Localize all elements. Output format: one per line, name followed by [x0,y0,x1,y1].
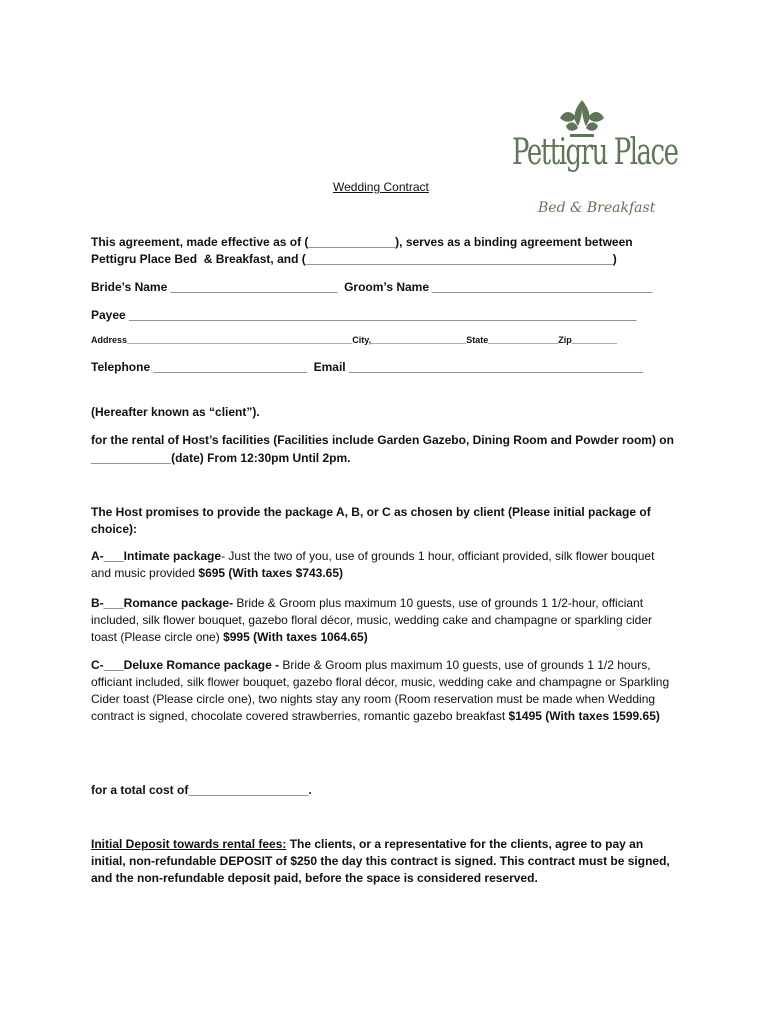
package-c-label: C-___Deluxe Romance package - [91,658,280,672]
intro-line-2: Pettigru Place Bed & Breakfast, and (______________________________________________) [91,252,617,266]
rental-line-2: ____________(date) From 12:30pm Until 2pm. [91,451,351,465]
deposit-paragraph [91,836,676,887]
deposit-heading: Initial Deposit towards rental fees: [91,837,287,851]
package-c [91,657,673,725]
pettigru-place-logo [508,96,678,222]
package-a-desc: - Just the two of you, use of grounds 1 hour, officiant provided, silk flower bouquet and music provided [91,549,655,580]
intro-line-1: This agreement, made effective as of (_____________), serves as a binding agreement between [91,235,633,249]
rental-line-1: for the rental of Host’s facilities (Facilities include Garden Gazebo, Dining Room and Powder room) on [91,433,674,447]
package-b-price: $995 (With taxes 1064.65) [223,630,368,644]
package-a-price: $695 (With taxes $743.65) [198,566,344,580]
address-field[interactable]: Address_____________________________________________City,___________________State______________Zip_________ [91,335,617,345]
hereafter-text: (Hereafter known as “client”). [91,405,260,419]
package-c-desc: Bride & Groom plus maximum 10 guests, use of grounds 1 1/2 hours, officiant included, silk flower bouquet, gazebo floral décor, music, wedding cake and champagne or Sparkling Cider toast (Please circle one), two nights stay any room (Room reservation must be made when Wedding contract is signed, chocolate covered strawberries, romantic gazebo breakfast [91,658,670,723]
payee-field[interactable]: Payee ____________________________________________________________________________ [91,308,637,322]
logo-name: Pettigru Place [512,132,678,173]
package-c-price: $1495 (With taxes 1599.65) [508,709,660,723]
host-promise-text: The Host promises to provide the package A, B, or C as chosen by client (Please initial package of choice): [91,505,651,536]
document-title: Wedding Contract [333,180,429,194]
package-b [91,595,671,646]
telephone-email-field[interactable]: Telephone _______________________ Email ____________________________________________ [91,360,643,374]
deposit-text: The clients, or a representative for the clients, agree to pay an initial, non-refundable DEPOSIT of $250 the day this contract is signed. This contract must be signed, and the non-refundable deposit paid, before the space is considered reserved. [91,837,670,885]
package-b-desc: Bride & Groom plus maximum 10 guests, use of grounds 1 1/2-hour, officiant included, silk flower bouquet, gazebo floral décor, music, wedding cake and champagne or sparkling cider toast (Please circle one) [91,596,652,644]
package-a [91,548,671,582]
package-a-label: A-___Intimate package [91,549,222,563]
package-b-label: B-___Romance package- [91,596,234,610]
logo-subtitle: Bed & Breakfast [538,200,656,216]
total-cost-field[interactable]: for a total cost of__________________. [91,783,312,797]
bride-groom-names-field[interactable]: Bride’s Name _________________________ Groom’s Name _________________________________ [91,280,653,294]
